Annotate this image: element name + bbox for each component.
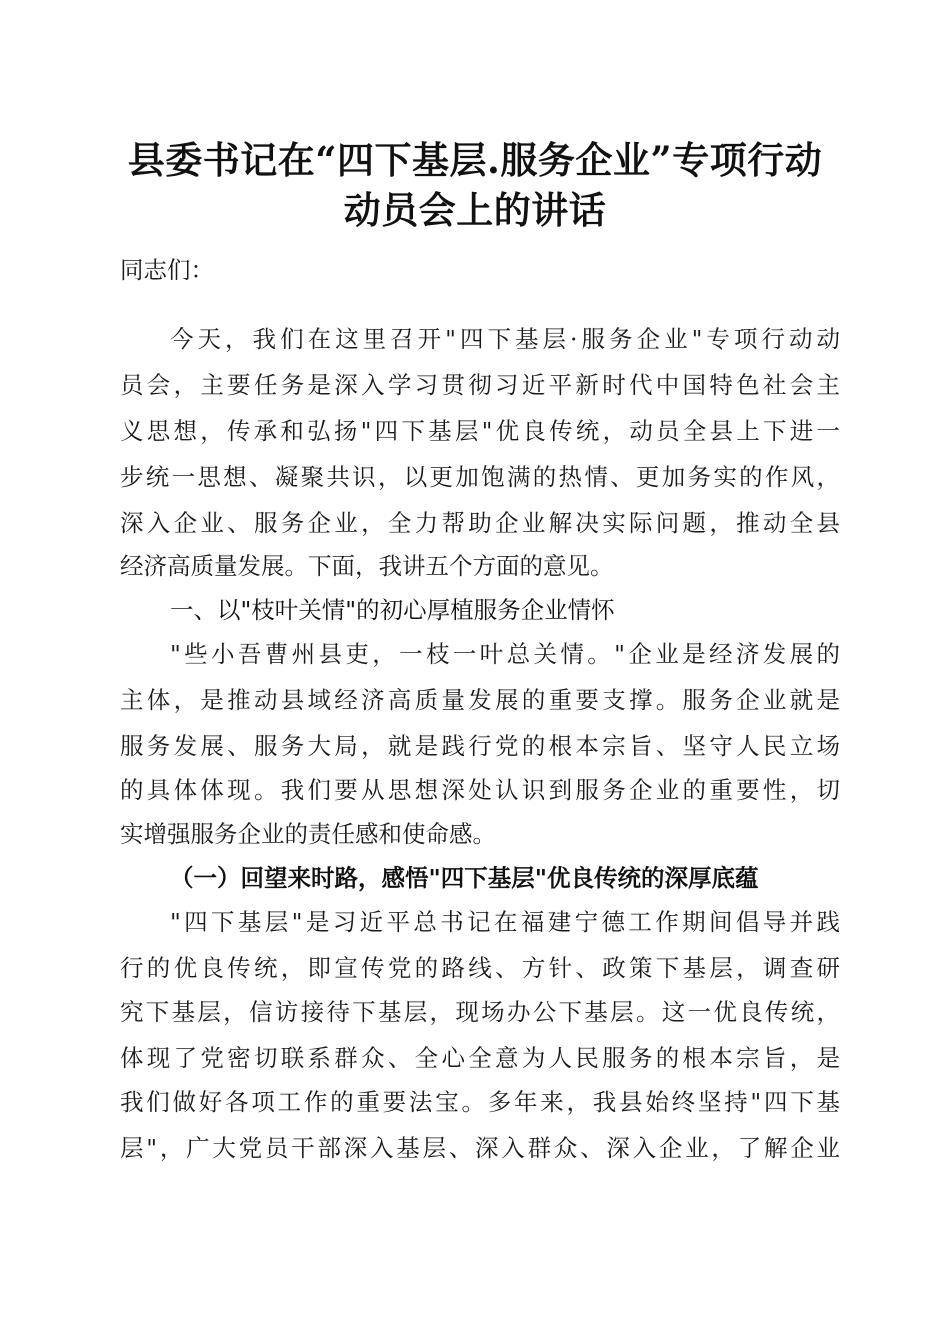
subsection-heading-1: （一）回望来时路，感悟"四下基层"优良传统的深厚底蕴	[170, 864, 759, 892]
document-title-line-1: 县委书记在“四下基层.服务企业”专项行动	[127, 138, 823, 182]
paragraph-1-line: 深入企业、服务企业，全力帮助企业解决实际问题，推动全县	[120, 509, 840, 537]
paragraph-1-line: 步统一思想、凝聚共识，以更加饱满的热情、更加务实的作风，	[120, 463, 840, 491]
paragraph-2-line: 服务发展、服务大局，就是践行党的根本宗旨、坚守人民立场	[120, 732, 840, 760]
paragraph-1-line: 经济高质量发展。下面，我讲五个方面的意见。	[120, 552, 614, 580]
paragraph-2-line: 的具体体现。我们要从思想深处认识到服务企业的重要性，切	[120, 776, 840, 804]
paragraph-3-line: "四下基层"是习近平总书记在福建宁德工作期间倡导并践	[170, 908, 840, 936]
section-heading-1: 一、以"枝叶关情"的初心厚植服务企业情怀	[170, 596, 615, 624]
paragraph-3-line: 体现了党密切联系群众、全心全意为人民服务的根本宗旨，是	[120, 1044, 840, 1072]
paragraph-1-line: 义思想，传承和弘扬"四下基层"优良传统，动员全县上下进一	[120, 417, 840, 445]
paragraph-3-line: 层"，广大党员干部深入基层、深入群众、深入企业，了解企业	[120, 1134, 840, 1162]
paragraph-2-line: 主体，是推动县域经济高质量发展的重要支撑。服务企业就是	[120, 686, 840, 714]
document-title-line-2: 动员会上的讲话	[343, 188, 607, 232]
paragraph-3-line: 行的优良传统，即宣传党的路线、方针、政策下基层，调查研	[120, 954, 840, 982]
paragraph-2-line: 实增强服务企业的责任感和使命感。	[120, 820, 496, 848]
paragraph-3-line: 究下基层，信访接待下基层，现场办公下基层。这一优良传统，	[120, 998, 840, 1026]
greeting: 同志们：	[120, 256, 214, 284]
paragraph-1-line: 员会，主要任务是深入学习贯彻习近平新时代中国特色社会主	[120, 371, 840, 399]
paragraph-3-line: 我们做好各项工作的重要法宝。多年来，我县始终坚持"四下基	[120, 1088, 840, 1116]
paragraph-1-line: 今天，我们在这里召开"四下基层·服务企业"专项行动动	[170, 325, 840, 353]
paragraph-2-line: "些小吾曹州县吏，一枝一叶总关情。"企业是经济发展的	[170, 640, 840, 668]
